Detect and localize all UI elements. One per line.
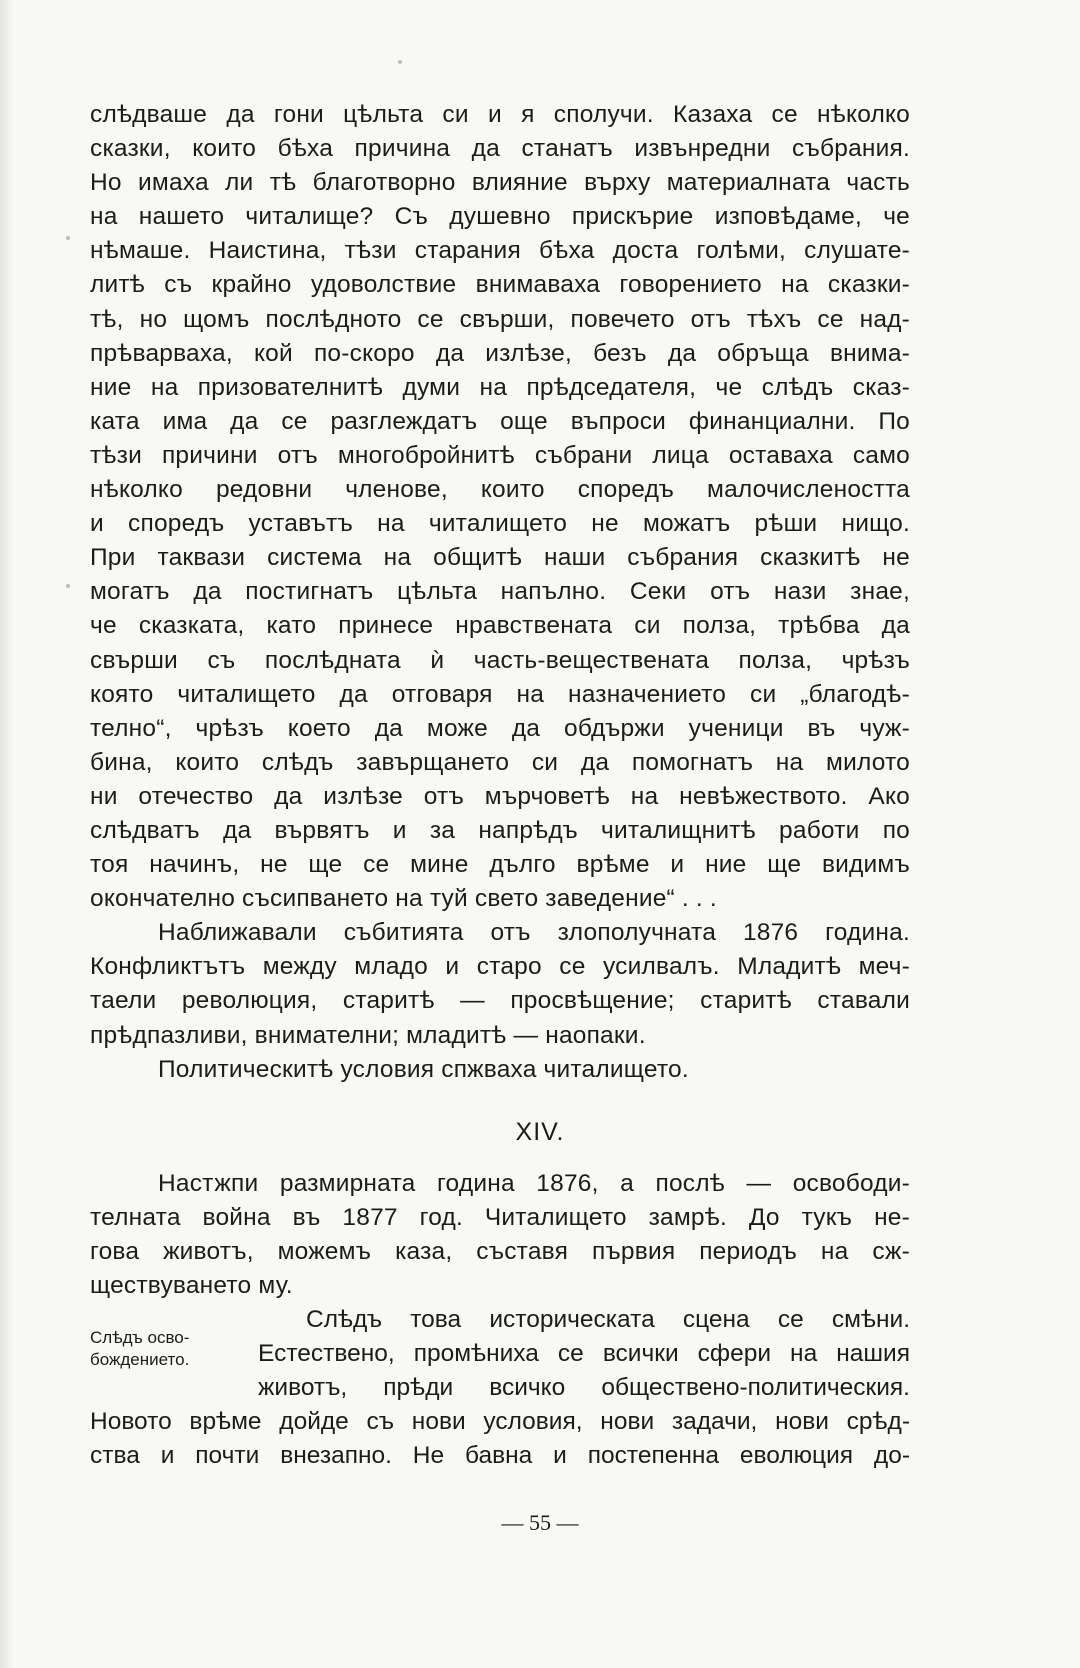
text-line: нѣколко редовни членове, които споредъ малочислеността xyxy=(90,476,910,504)
text-line: Новото врѣме дойде съ нови условия, нови задачи, нови срѣд- xyxy=(90,1408,910,1435)
text-line: ства и почти внезапно. Не бавна и постепенна еволюция до- xyxy=(90,1442,910,1470)
text-line: таели революция, старитѣ — просвѣщение; старитѣ ставали xyxy=(90,987,910,1015)
text-line: бина, които слѣдъ завърщането си да помогнатъ на милото xyxy=(90,748,910,776)
text-line: свърши съ послѣдната ѝ часть-веществената полза, чрѣзъ xyxy=(90,646,910,674)
text-line: Политическитѣ условия спжваха читалището. xyxy=(158,1055,689,1083)
text-line: тѣ, но щомъ послѣдното се свърши, повечето отъ тѣхъ се над- xyxy=(90,305,910,333)
scan-speck xyxy=(66,584,70,588)
margin-note-line: бождението. xyxy=(90,1350,190,1369)
text-line: прѣдпазливи, внимателни; младитѣ — наопаки. xyxy=(90,1021,646,1049)
paragraph-continued xyxy=(90,98,910,1087)
text-line: ние на призователнитѣ думи на прѣдседателя, че слѣдъ сказ- xyxy=(90,373,910,401)
page-edge-shadow xyxy=(0,0,14,1668)
page-number: — 55 — xyxy=(501,1510,579,1535)
side-text xyxy=(258,1303,910,1405)
text-line: сказки, които бѣха причина да станатъ извънредни събрания. xyxy=(90,135,910,163)
scan-speck xyxy=(66,236,70,240)
text-line: че сказката, като принесе нравствената си полза, трѣбва да xyxy=(90,612,910,640)
paragraph-war xyxy=(90,1167,910,1303)
text-line: животъ, прѣди всичко обществено-политическия. xyxy=(258,1374,910,1402)
text-line: тоя начинъ, не ще се мине дълго врѣме и ние ще видимъ xyxy=(90,851,910,879)
text-line: Но имаха ли тѣ благотворно влияние върху материалната часть xyxy=(90,169,910,197)
text-line: Конфликтътъ между младо и старо се усилвалъ. Младитѣ меч- xyxy=(90,953,910,981)
text-line: нѣмаше. Наистина, тѣзи старания бѣха доста голѣми, слушате- xyxy=(90,237,910,265)
text-line: Настжпи размирната година 1876, а послѣ — освободи- xyxy=(158,1170,910,1197)
text-line: тѣзи причини отъ многобройнитѣ събрани лица оставаха само xyxy=(90,441,910,469)
text-line: слѣдваше да гони цѣльта си и я сполучи. Казаха се нѣколко xyxy=(90,101,910,128)
text-line: на нашето читалище? Съ душевно прискърие изповѣдаме, че xyxy=(90,203,910,231)
paragraph-new-era xyxy=(90,1405,910,1473)
text-line: Естествено, промѣниха се всички сфери на нашия xyxy=(258,1340,910,1368)
text-line: телната война въ 1877 год. Читалището замрѣ. До тукъ не- xyxy=(90,1204,910,1232)
text-line: ни отечество да излѣзе отъ мърчоветѣ на невѣжеството. Ако xyxy=(90,782,910,810)
text-line: ката има да се разглеждатъ още въпроси финанциални. По xyxy=(90,407,910,435)
text-line: която читалището да отговаря на назначението си „благодѣ- xyxy=(90,680,910,708)
margin-note-line: Слѣдъ осво- xyxy=(90,1328,190,1347)
text-line: Слѣдъ това историческата сцена се смѣни. xyxy=(306,1306,910,1333)
text-line: телно“, чрѣзъ което да може да обдържи ученици въ чуж- xyxy=(90,714,910,742)
text-line: При таквази система на общитѣ наши събрания сказкитѣ не xyxy=(90,544,910,572)
text-line: и споредъ уставътъ на читалището не можатъ рѣши нищо. xyxy=(90,510,910,538)
section-heading: XIV. xyxy=(515,1118,565,1146)
text-line: прѣварваха, кой по-скоро да излѣзе, безъ да обръща внима- xyxy=(90,339,910,367)
margin-note xyxy=(90,1327,240,1371)
text-line: гова животъ, можемъ каза, съставя първия периодъ на сж- xyxy=(90,1238,910,1266)
text-line: могатъ да постигнатъ цѣльта напълно. Секи отъ нази знае, xyxy=(90,578,910,606)
scan-speck xyxy=(398,60,402,64)
text-line: ществуването му. xyxy=(90,1272,293,1300)
text-line: литѣ съ крайно удоволствие внимаваха говорението на сказки- xyxy=(90,271,910,299)
text-line: Наближавали събитията отъ злополучната 1876 година. xyxy=(158,919,910,947)
text-line: окончателно съсипването на туй свето заведение“ . . . xyxy=(90,885,717,913)
text-line: слѣдватъ да вървятъ и за напрѣдъ читалищнитѣ работи по xyxy=(90,816,910,844)
